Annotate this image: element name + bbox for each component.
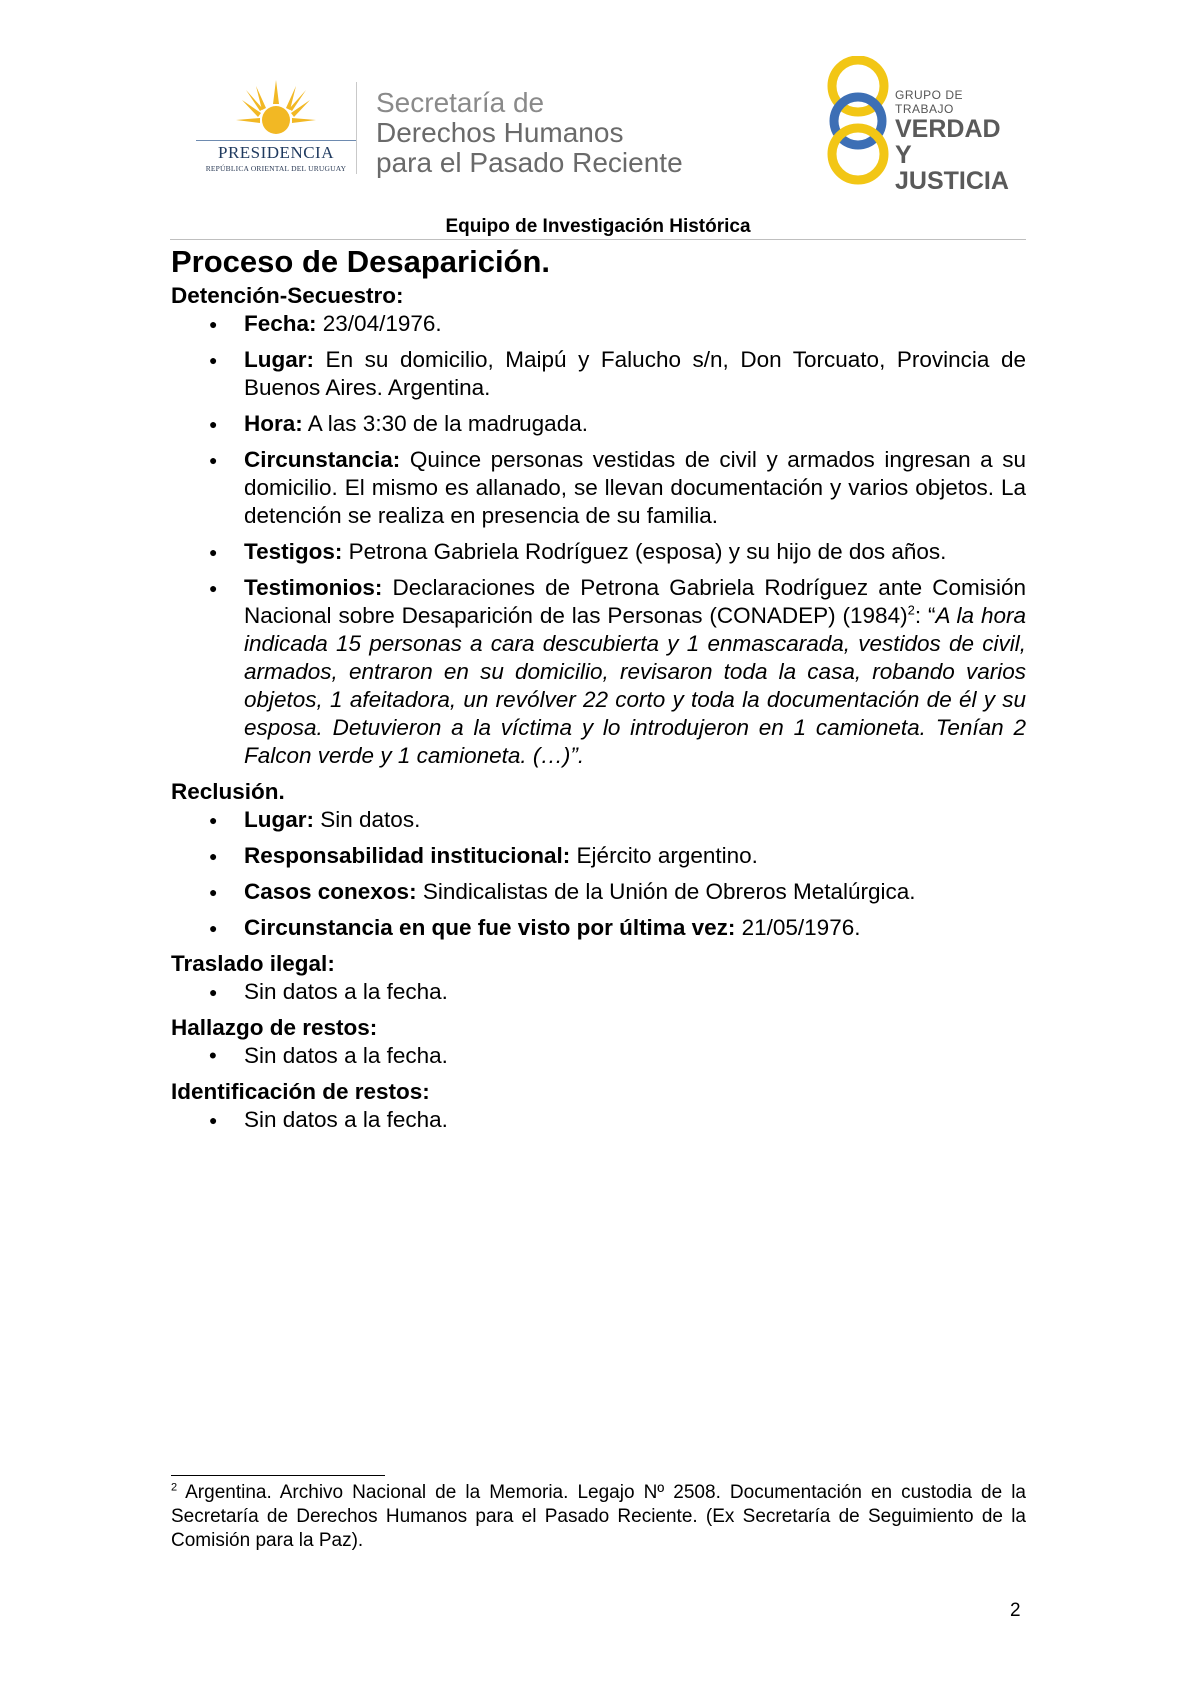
page-number: 2 (1010, 1600, 1021, 1621)
section-heading-hallazgo: Hallazgo de restos: (171, 1015, 378, 1040)
presidencia-rule (196, 140, 356, 141)
list-item: ● Lugar: En su domicilio, Maipú y Falucho s/n, Don Torcuato, Provincia de Buenos Aires. Argentina. (171, 346, 1026, 402)
list-item: ● Sin datos a la fecha. (171, 1106, 1026, 1134)
detencion-list (171, 310, 1026, 770)
header-rule (170, 239, 1026, 240)
list-item: • Sin datos a la fecha. (171, 1042, 1026, 1070)
verdad-justicia-logo (820, 56, 1020, 195)
justicia-label: JUSTICIA (895, 167, 1009, 195)
document-body (171, 242, 1026, 1142)
footnote-ref[interactable]: 2 (907, 602, 915, 618)
page-title: Proceso de Desaparición. (171, 244, 551, 279)
section-heading-reclusion: Reclusión. (171, 779, 285, 804)
list-item: ● Circunstancia: Quince personas vestidas de civil y armados ingresan a su domicilio. El mismo es allanado, se llevan documentación y varios objetos. La detención se realiza en presencia de su familia. (171, 446, 1026, 530)
list-item: ● Responsabilidad institucional: Ejército argentino. (171, 842, 1026, 870)
footnote (171, 1481, 1026, 1553)
list-item: ● Testigos: Petrona Gabriela Rodríguez (esposa) y su hijo de dos años. (171, 538, 1026, 566)
presidencia-name: PRESIDENCIA (217, 143, 334, 162)
verdad-justicia-text (895, 88, 1020, 194)
team-name: Equipo de Investigación Histórica (445, 216, 751, 237)
list-item: ● Sin datos a la fecha. (171, 978, 1026, 1006)
section-heading-identificacion: Identificación de restos: (171, 1079, 430, 1104)
secretaria-title (376, 88, 683, 178)
hallazgo-list (171, 1042, 1026, 1070)
verdad-label: VERDAD Y (895, 115, 1001, 169)
secretaria-line-1: Secretaría de (376, 87, 545, 118)
list-item: ● Lugar: Sin datos. (171, 806, 1026, 834)
presidencia-logo (196, 80, 356, 180)
republica-name: REPÚBLICA ORIENTAL DEL URUGUAY (205, 164, 347, 173)
page-header (0, 0, 1191, 240)
list-item: ● Casos conexos: Sindicalistas de la Unión de Obreros Metalúrgica. (171, 878, 1026, 906)
secretaria-line-2: Derechos Humanos (376, 117, 624, 148)
section-heading-detencion: Detención-Secuestro: (171, 283, 404, 308)
section-heading-traslado: Traslado ilegal: (171, 951, 335, 976)
traslado-list (171, 978, 1026, 1006)
list-item: ● Circunstancia en que fue visto por última vez: 21/05/1976. (171, 914, 1026, 942)
grupo-label: GRUPO DE TRABAJO (895, 88, 964, 116)
list-item: ● Fecha: 23/04/1976. (171, 310, 1026, 338)
list-item: ● Testimonios: Declaraciones de Petrona Gabriela Rodríguez ante Comisión Nacional sobre Desaparición de las Personas (CONADEP) $(1984)^2$: “A la hora indicada 15 personas a cara descubierta y 1 enmascarada, vestidos de civil, armados, entraron en su domicilio, revisaron toda la casa, robando varios objetos, 1 afeitadora, un revólver 22 corto y toda la documentación de él y su esposa. Detuvieron a la víctima y lo introdujeron en 1 camioneta. Tenían 2 Falcon verde y 1 camioneta. (…)”. (171, 574, 1026, 770)
identificacion-list (171, 1106, 1026, 1134)
header-divider (356, 82, 357, 174)
testimony-quote: A la hora indicada 15 personas a cara descubierta y 1 enmascarada, vestidos de civil, armados, entraron en su domicilio, revisaron toda la casa, robando varios objetos, 1 afeitadora, un revólver 22 corto y toda la documentación de él y su esposa. Detuvieron a la víctima y lo introdujeron en 1 camioneta. Tenían 2 Falcon verde y 1 camioneta. (…)”. (244, 603, 1026, 768)
sun-icon (236, 80, 316, 140)
list-item: ● Hora: A las 3:30 de la madrugada. (171, 410, 1026, 438)
footnote-mark: 2 (171, 1481, 178, 1494)
footnote-text: Argentina. Archivo Nacional de la Memoria. Legajo Nº 2508. Documentación en custodia de la Secretaría de Derechos Humanos para el Pasado Reciente. (Ex Secretaría de Seguimiento de la Comisión para la Paz). (171, 1482, 1026, 1551)
linked-rings-icon (820, 56, 900, 186)
footnote-rule (171, 1475, 385, 1476)
secretaria-line-3: para el Pasado Reciente (376, 147, 683, 178)
reclusion-list (171, 806, 1026, 942)
